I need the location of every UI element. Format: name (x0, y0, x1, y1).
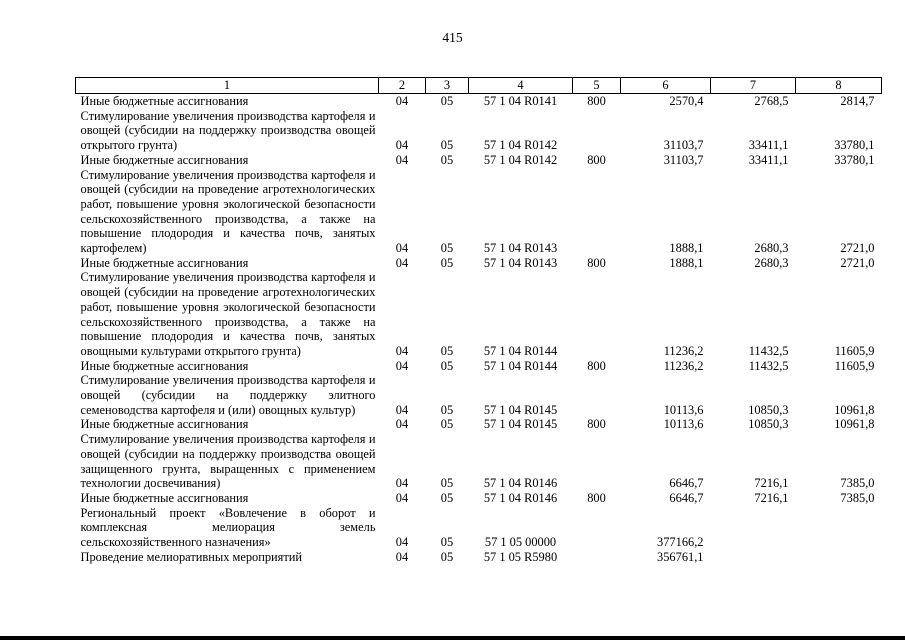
row-cell-c8: 2721,0 (840, 241, 875, 256)
row-cell-c5 (573, 109, 621, 153)
row-cell-c6: 2570,4 (669, 94, 704, 108)
row-cell-c3: 05 (440, 138, 454, 153)
row-cell-c6: 11236,2 (663, 343, 704, 358)
row-cell-c7: 7216,1 (754, 490, 789, 505)
row-cell-c4: 57 1 04 R0146 (483, 490, 558, 505)
row-cell-c4: 57 1 04 R0144 (483, 343, 558, 358)
row-cell-c7 (711, 506, 796, 550)
row-cell-c8: 7385,0 (840, 476, 875, 491)
row-name-cell: Иные бюджетные ассигнования (80, 255, 249, 270)
row-cell-c7: 33411,1 (748, 152, 789, 167)
row-cell-c5 (573, 270, 621, 358)
row-name-cell: Иные бюджетные ассигнования (80, 417, 249, 432)
table-row (76, 550, 882, 565)
row-cell-c7: 11432,5 (748, 343, 789, 358)
row-name-cell: Проведение мелиоративных мероприятий (80, 549, 303, 564)
header-cell-2: 2 (379, 78, 426, 94)
row-cell-c5 (573, 506, 621, 550)
row-cell-c2: 04 (395, 402, 409, 417)
table-header-row (76, 78, 882, 94)
row-name-cell: Стимулирование увеличения производства картофеля и овощей (субсидии на поддержку элитного семеноводства картофеля и (или) овощных культур) (80, 373, 376, 417)
row-cell-c2: 04 (395, 255, 409, 270)
row-name-cell: Стимулирование увеличения производства картофеля и овощей (субсидии на поддержку производства овощей защищенного грунта, выращенных с применением технологии досвечивания) (80, 432, 376, 491)
page-bottom-rule (0, 636, 905, 640)
row-name-cell: Иные бюджетные ассигнования (80, 490, 249, 505)
row-name-cell: Иные бюджетные ассигнования (80, 94, 249, 108)
row-cell-c8: 2814,7 (840, 94, 875, 108)
row-cell-c5: 800 (587, 152, 606, 167)
row-cell-c3: 05 (440, 535, 454, 550)
row-cell-c4: 57 1 04 R0142 (483, 138, 558, 153)
row-cell-c7: 33411,1 (748, 138, 789, 153)
header-cell-3: 3 (426, 78, 469, 94)
row-cell-c2: 04 (395, 476, 409, 491)
row-cell-c7 (711, 550, 796, 565)
table-row (76, 168, 882, 256)
table-row (76, 94, 882, 109)
page-number: 415 (442, 30, 463, 45)
row-cell-c3: 05 (440, 490, 454, 505)
row-cell-c3: 05 (440, 94, 454, 108)
row-name-cell: Иные бюджетные ассигнования (80, 358, 249, 373)
table-row (76, 417, 882, 432)
row-cell-c2: 04 (395, 94, 409, 108)
row-cell-c8: 10961,8 (834, 402, 875, 417)
row-cell-c8: 10961,8 (834, 417, 875, 432)
row-cell-c2: 04 (395, 549, 409, 564)
row-cell-c2: 04 (395, 138, 409, 153)
row-cell-c6: 1888,1 (669, 241, 704, 256)
row-cell-c4: 57 1 05 R5980 (483, 549, 558, 564)
row-cell-c3: 05 (440, 152, 454, 167)
row-cell-c5: 800 (587, 490, 606, 505)
table-body (76, 94, 882, 565)
row-cell-c5: 800 (587, 358, 606, 373)
row-name-cell: Региональный проект «Вовлечение в оборот и комплексная мелиорация земель сельскохозяйственного назначения» (80, 505, 376, 550)
row-cell-c6: 31103,7 (663, 152, 704, 167)
row-cell-c2: 04 (395, 417, 409, 432)
row-cell-c3: 05 (440, 241, 454, 256)
header-cell-5: 5 (573, 78, 621, 94)
row-name-cell: Стимулирование увеличения производства картофеля и овощей (субсидии на проведение агротехнологических работ, повышение уровня экологической безопасности сельскохозяйственного производства, а также на повышение плодородия и качества почв, занятых картофелем) (80, 167, 376, 256)
row-cell-c3: 05 (440, 476, 454, 491)
row-cell-c4: 57 1 04 R0146 (483, 476, 558, 491)
budget-table (75, 77, 882, 565)
row-cell-c3: 05 (440, 358, 454, 373)
row-name-cell: Иные бюджетные ассигнования (80, 152, 249, 167)
row-cell-c8 (796, 506, 882, 550)
row-cell-c7: 2768,5 (754, 94, 789, 108)
row-cell-c6: 6646,7 (669, 490, 704, 505)
row-cell-c8: 33780,1 (834, 138, 875, 153)
row-cell-c6: 31103,7 (663, 138, 704, 153)
row-cell-c7: 2680,3 (754, 241, 789, 256)
table-row (76, 256, 882, 271)
row-cell-c6: 377166,2 (657, 535, 704, 550)
row-cell-c6: 10113,6 (663, 417, 704, 432)
row-cell-c3: 05 (440, 402, 454, 417)
row-cell-c5 (573, 432, 621, 491)
table-row (76, 359, 882, 374)
table-row (76, 491, 882, 506)
header-cell-7: 7 (711, 78, 796, 94)
row-cell-c8 (796, 550, 882, 565)
row-cell-c7: 7216,1 (754, 476, 789, 491)
row-cell-c5 (573, 168, 621, 256)
row-cell-c4: 57 1 04 R0143 (483, 255, 558, 270)
header-cell-6: 6 (621, 78, 711, 94)
row-cell-c2: 04 (395, 152, 409, 167)
row-cell-c8: 7385,0 (840, 490, 875, 505)
row-cell-c5: 800 (587, 94, 606, 108)
row-cell-c4: 57 1 04 R0142 (483, 152, 558, 167)
row-cell-c6: 11236,2 (663, 358, 704, 373)
row-cell-c3: 05 (440, 343, 454, 358)
row-cell-c8: 11605,9 (834, 358, 875, 373)
row-cell-c5 (573, 373, 621, 417)
row-cell-c7: 2680,3 (754, 255, 789, 270)
row-cell-c3: 05 (440, 255, 454, 270)
table-row (76, 153, 882, 168)
table-row (76, 373, 882, 417)
row-cell-c4: 57 1 04 R0144 (483, 358, 558, 373)
row-cell-c4: 57 1 04 R0143 (483, 241, 558, 256)
row-cell-c2: 04 (395, 358, 409, 373)
header-cell-8: 8 (796, 78, 882, 94)
row-cell-c3: 05 (440, 549, 454, 564)
row-cell-c5: 800 (587, 255, 606, 270)
row-cell-c8: 2721,0 (840, 255, 875, 270)
row-cell-c4: 57 1 04 R0145 (483, 417, 558, 432)
table-row (76, 432, 882, 491)
row-cell-c2: 04 (395, 241, 409, 256)
row-name-cell: Стимулирование увеличения производства картофеля и овощей (субсидии на проведение агротехнологических работ, повышение уровня экологической безопасности сельскохозяйственного производства, а также на повышение плодородия и качества почв, занятых овощными культурами открытого грунта) (80, 270, 376, 358)
row-cell-c5: 800 (587, 417, 606, 432)
row-cell-c3: 05 (440, 417, 454, 432)
table-row (76, 506, 882, 550)
row-cell-c6: 10113,6 (663, 402, 704, 417)
row-name-cell: Стимулирование увеличения производства картофеля и овощей (субсидии на поддержку производства овощей открытого грунта) (80, 108, 376, 153)
header-cell-4: 4 (469, 78, 573, 94)
row-cell-c4: 57 1 04 R0145 (483, 402, 558, 417)
row-cell-c6: 1888,1 (669, 255, 704, 270)
row-cell-c7: 10850,3 (748, 402, 789, 417)
row-cell-c4: 57 1 05 00000 (484, 535, 557, 550)
row-cell-c6: 356761,1 (657, 549, 704, 564)
table-row (76, 109, 882, 153)
row-cell-c5 (573, 550, 621, 565)
row-cell-c4: 57 1 04 R0141 (483, 94, 558, 108)
row-cell-c2: 04 (395, 490, 409, 505)
row-cell-c7: 10850,3 (748, 417, 789, 432)
row-cell-c6: 6646,7 (669, 476, 704, 491)
table-row (76, 270, 882, 358)
row-cell-c7: 11432,5 (748, 358, 789, 373)
header-cell-1: 1 (76, 78, 379, 94)
row-cell-c2: 04 (395, 535, 409, 550)
row-cell-c8: 33780,1 (834, 152, 875, 167)
row-cell-c2: 04 (395, 343, 409, 358)
row-cell-c8: 11605,9 (834, 343, 875, 358)
